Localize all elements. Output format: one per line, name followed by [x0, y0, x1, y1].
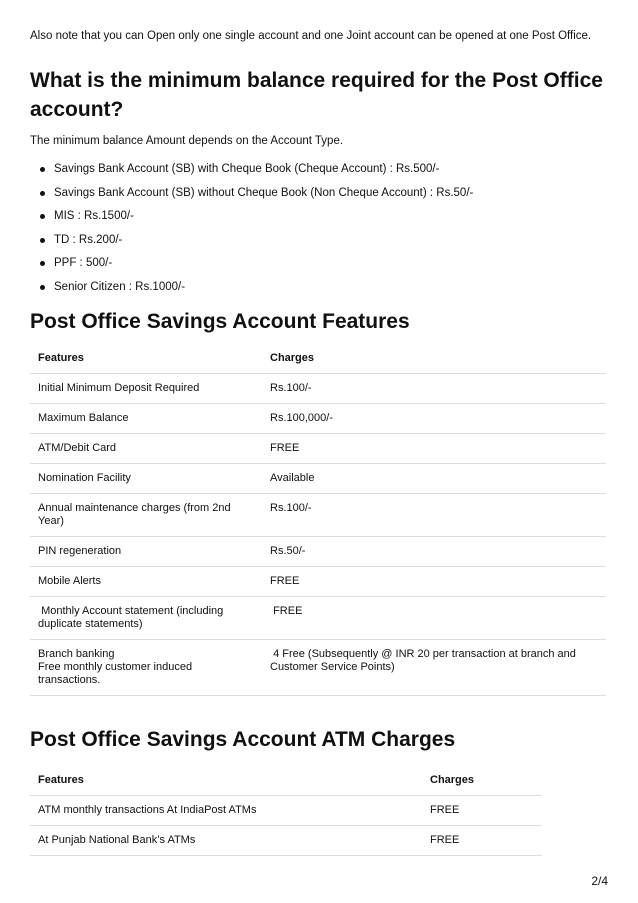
- charge-cell: FREE: [270, 442, 300, 454]
- charge-cell: Available: [270, 472, 315, 484]
- features-table-row: [30, 374, 606, 404]
- atm-charges-table: [30, 766, 542, 856]
- features-table-row: [30, 567, 606, 597]
- features-table-row: [30, 537, 606, 567]
- charge-cell: FREE: [270, 575, 300, 587]
- feature-cell: Branch banking Free monthly customer induced transactions.: [38, 648, 193, 686]
- min-balance-item: PPF : 500/-: [30, 252, 473, 276]
- features-heading: Post Office Savings Account Features: [30, 310, 410, 333]
- atm-features-col-header: Features: [38, 774, 84, 786]
- charge-cell: Rs.100/-: [270, 382, 312, 394]
- feature-cell: ATM monthly transactions At IndiaPost ATMs: [38, 804, 257, 816]
- min-balance-item: MIS : Rs.1500/-: [30, 205, 473, 229]
- charge-cell: 4 Free (Subsequently @ INR 20 per transaction at branch and Customer Service Points): [270, 648, 579, 673]
- features-table-row: [30, 404, 606, 434]
- feature-cell: At Punjab National Bank’s ATMs: [38, 834, 196, 846]
- features-table-row: [30, 597, 606, 640]
- min-balance-item: Savings Bank Account (SB) with Cheque Book (Cheque Account) : Rs.500/-: [30, 158, 473, 182]
- feature-cell: ATM/Debit Card: [38, 442, 117, 454]
- charge-cell: FREE: [430, 804, 460, 816]
- page-number: 2/4: [591, 874, 608, 888]
- atm-header-row: [30, 766, 542, 796]
- features-header-row: [30, 344, 606, 374]
- feature-cell: Monthly Account statement (including duplicate statements): [38, 605, 227, 630]
- charge-cell: Rs.100,000/-: [270, 412, 333, 424]
- features-table-row: [30, 494, 606, 537]
- feature-cell: Mobile Alerts: [38, 575, 101, 587]
- feature-cell: Nomination Facility: [38, 472, 131, 484]
- atm-charges-heading: Post Office Savings Account ATM Charges: [30, 728, 456, 751]
- feature-cell: Initial Minimum Deposit Required: [38, 382, 200, 394]
- feature-cell: Maximum Balance: [38, 412, 129, 424]
- atm-table-row: [30, 826, 542, 856]
- charge-cell: Rs.100/-: [270, 502, 312, 514]
- min-balance-item: TD : Rs.200/-: [30, 229, 473, 253]
- min-balance-intro: The minimum balance Amount depends on the Account Type.: [30, 135, 344, 147]
- features-table: [30, 344, 606, 696]
- single-account-note: Also note that you can Open only one single account and one Joint account can be opened at one Post Office.: [30, 30, 592, 42]
- min-balance-item: Savings Bank Account (SB) without Cheque Book (Non Cheque Account) : Rs.50/-: [30, 182, 473, 206]
- charge-cell: Rs.50/-: [270, 545, 306, 557]
- feature-cell: Annual maintenance charges (from 2nd Year): [38, 502, 234, 527]
- features-table-row: [30, 464, 606, 494]
- min-balance-list: [30, 158, 473, 299]
- atm-charges-col-header: Charges: [430, 774, 475, 786]
- features-table-row: [30, 640, 606, 696]
- charge-cell: FREE: [270, 605, 303, 617]
- min-balance-heading: What is the minimum balance required for the Post Office account?: [30, 69, 603, 121]
- charges-col-header: Charges: [270, 352, 315, 364]
- feature-cell: PIN regeneration: [38, 545, 122, 557]
- features-table-row: [30, 434, 606, 464]
- atm-table-row: [30, 796, 542, 826]
- charge-cell: FREE: [430, 834, 460, 846]
- features-col-header: Features: [38, 352, 84, 364]
- min-balance-item: Senior Citizen : Rs.1000/-: [30, 276, 473, 300]
